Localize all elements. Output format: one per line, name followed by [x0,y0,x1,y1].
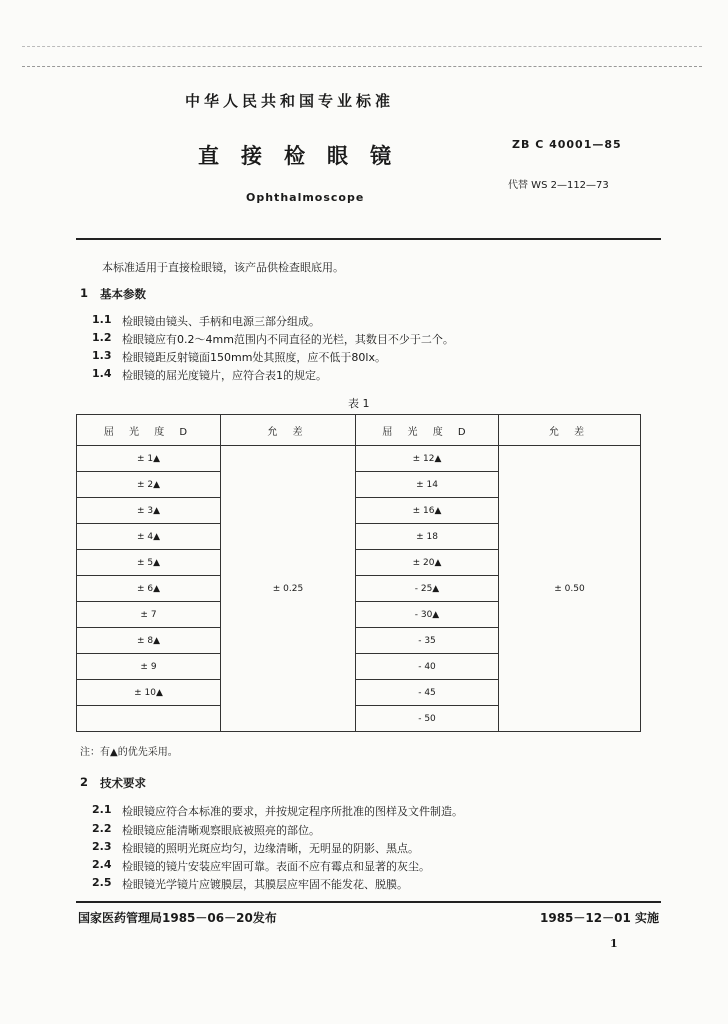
issue-date: 国家医药管理局1985－06－20发布 [78,911,277,925]
diopter-cell: - 45 [356,680,499,706]
col-header-tolerance: 允 差 [221,415,356,446]
diopter-cell: ± 16▲ [356,498,499,524]
diopter-cell: - 50 [356,706,499,732]
table-caption: 表 1 [348,397,370,410]
scan-line-top [22,46,702,47]
table-note: 注：有▲的优先采用。 [80,747,178,758]
intro-text: 本标准适用于直接检眼镜，该产品供检查眼底用。 [102,261,344,274]
item-number: 2.2 [92,822,112,835]
diopter-cell: ± 1▲ [77,446,221,472]
item-text: 检眼镜应能清晰观察眼底被照亮的部位。 [122,824,320,837]
item-text: 检眼镜距反射镜面150mm处其照度，应不低于80lx。 [122,351,386,364]
scan-line-top-2 [22,66,702,67]
diopter-cell: ± 6▲ [77,576,221,602]
item-text: 检眼镜应有0.2～4mm范围内不同直径的光栏，其数目不少于二个。 [122,333,454,346]
col-header-diopter: 屈 光 度 D [356,415,499,446]
tolerance-cell: ± 0.50 [499,446,641,732]
table-row [77,446,641,472]
item-text: 检眼镜的镜片安装应牢固可靠。表面不应有霉点和显著的灰尘。 [122,860,430,873]
diopter-cell: ± 3▲ [77,498,221,524]
item-number: 1.3 [92,349,112,362]
diopter-cell [77,706,221,732]
item-number: 1.4 [92,367,112,380]
item-number: 1.1 [92,313,112,326]
diopter-cell: - 35 [356,628,499,654]
diopter-cell: - 30▲ [356,602,499,628]
diopter-cell: ± 12▲ [356,446,499,472]
header-rule [76,238,661,240]
tolerance-cell: ± 0.25 [221,446,356,732]
item-number: 2.5 [92,876,112,889]
issuing-organization: 中华人民共和国专业标准 [185,92,395,110]
col-header-diopter: 屈 光 度 D [77,415,221,446]
item-text: 检眼镜光学镜片应镀膜层，其膜层应牢固不能发花、脱膜。 [122,878,408,891]
page-number: 1 [610,937,618,950]
replaces-standard: 代替 WS 2—112—73 [508,180,609,191]
diopter-cell: - 25▲ [356,576,499,602]
diopter-cell: ± 7 [77,602,221,628]
item-number: 2.1 [92,803,112,816]
diopter-cell: ± 9 [77,654,221,680]
diopter-cell: - 40 [356,654,499,680]
standard-number: ZB C 40001—85 [512,138,622,151]
diopter-cell: ± 18 [356,524,499,550]
item-text: 检眼镜的屈光度镜片，应符合表1的规定。 [122,369,327,382]
item-number: 2.4 [92,858,112,871]
section2-number: 2 [80,775,89,789]
col-header-tolerance: 允 差 [499,415,641,446]
diopter-cell: ± 14 [356,472,499,498]
diopter-cell: ± 8▲ [77,628,221,654]
item-number: 2.3 [92,840,112,853]
section1-number: 1 [80,286,89,300]
diopter-cell: ± 2▲ [77,472,221,498]
effective-date: 1985－12－01 实施 [540,911,659,925]
diopter-cell: ± 5▲ [77,550,221,576]
item-text: 检眼镜的照明光斑应均匀，边缘清晰，无明显的阴影、黑点。 [122,842,419,855]
diopter-cell: ± 10▲ [77,680,221,706]
diopter-tolerance-table [76,414,641,732]
document-title: 直接检眼镜 [198,144,413,168]
footer-rule [76,901,661,903]
table-header-row [77,415,641,446]
item-text: 检眼镜应符合本标准的要求，并按规定程序所批准的图样及文件制造。 [122,805,463,818]
item-text: 检眼镜由镜头、手柄和电源三部分组成。 [122,315,320,328]
item-number: 1.2 [92,331,112,344]
diopter-cell: ± 20▲ [356,550,499,576]
section1-title: 基本参数 [100,287,146,301]
section2-title: 技术要求 [100,776,146,790]
diopter-cell: ± 4▲ [77,524,221,550]
english-title: Ophthalmoscope [246,191,365,204]
